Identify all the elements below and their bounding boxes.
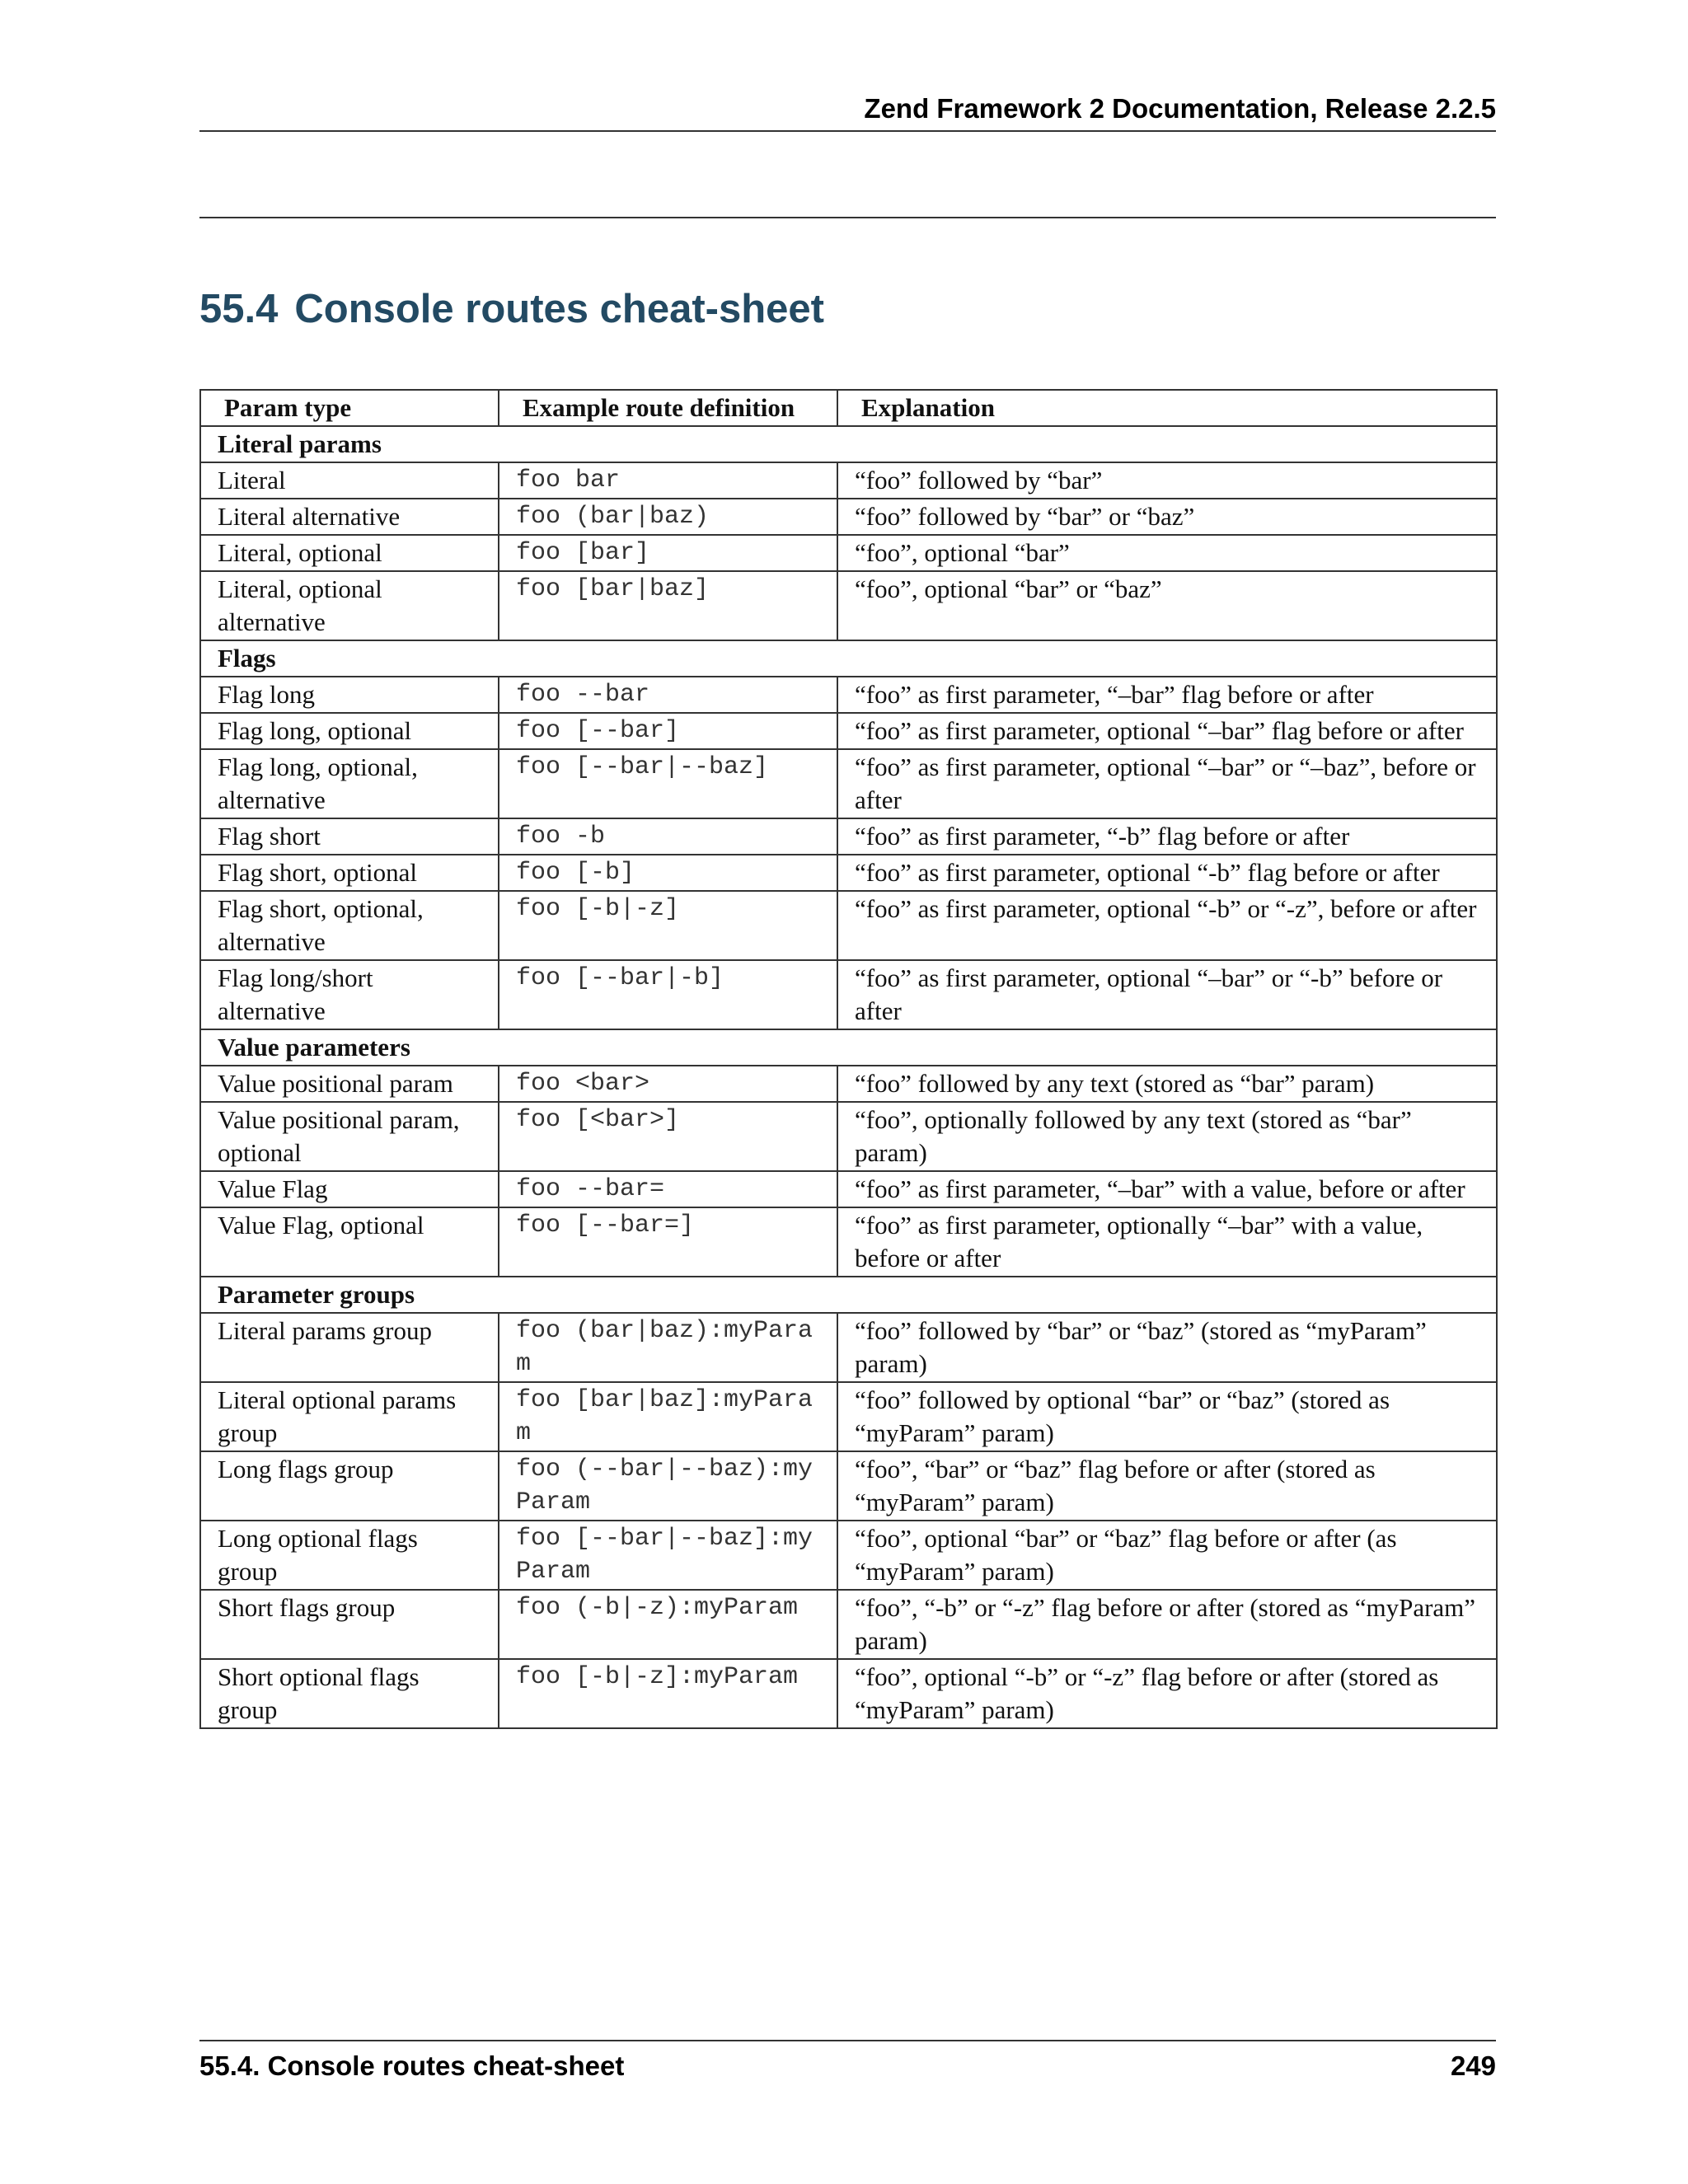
route-definition-cell: foo [--bar=] <box>499 1207 837 1277</box>
explanation-cell: “foo”, optional “-b” or “-z” flag before or after (stored as “myParam” param) <box>837 1659 1497 1728</box>
group-heading: Literal params <box>200 426 1497 462</box>
explanation-cell: “foo” followed by any text (stored as “bar” param) <box>837 1066 1497 1102</box>
table-row <box>200 1451 1497 1521</box>
section-divider <box>199 217 1496 218</box>
page-number: 249 <box>1450 2050 1496 2081</box>
running-footer <box>199 2040 1496 2083</box>
route-definition-cell: foo [bar] <box>499 535 837 571</box>
explanation-cell: “foo”, optional “bar” or “baz” <box>837 571 1497 640</box>
param-type-cell: Flag long/short alternative <box>200 960 499 1029</box>
route-definition-cell: foo bar <box>499 462 837 499</box>
route-definition-cell: foo [--bar|--baz]:myParam <box>499 1521 837 1590</box>
param-type-cell: Literal <box>200 462 499 499</box>
table-row <box>200 1313 1497 1382</box>
footer-section-label: 55.4. Console routes cheat-sheet <box>199 2050 625 2081</box>
table-row <box>200 713 1497 749</box>
explanation-cell: “foo” as first parameter, optionally “–bar” with a value, before or after <box>837 1207 1497 1277</box>
route-definition-cell: foo (bar|baz) <box>499 499 837 535</box>
route-definition-cell: foo (bar|baz):myParam <box>499 1313 837 1382</box>
explanation-cell: “foo”, optional “bar” <box>837 535 1497 571</box>
param-type-cell: Short optional flags group <box>200 1659 499 1728</box>
table-row <box>200 1590 1497 1659</box>
table-row <box>200 1382 1497 1451</box>
table-row <box>200 749 1497 818</box>
group-row <box>200 1277 1497 1313</box>
param-type-cell: Literal, optional <box>200 535 499 571</box>
route-definition-cell: foo [--bar|-b] <box>499 960 837 1029</box>
table-row <box>200 891 1497 960</box>
explanation-cell: “foo” as first parameter, “–bar” with a value, before or after <box>837 1171 1497 1207</box>
param-type-cell: Literal optional params group <box>200 1382 499 1451</box>
param-type-cell: Flag short <box>200 818 499 855</box>
param-type-cell: Value positional param, optional <box>200 1102 499 1171</box>
param-type-cell: Short flags group <box>200 1590 499 1659</box>
route-definition-cell: foo [-b] <box>499 855 837 891</box>
route-definition-cell: foo [bar|baz]:myParam <box>499 1382 837 1451</box>
table-row <box>200 499 1497 535</box>
param-type-cell: Flag short, optional, alternative <box>200 891 499 960</box>
column-header-param-type: Param type <box>200 390 499 426</box>
explanation-cell: “foo” followed by optional “bar” or “baz” (stored as “myParam” param) <box>837 1382 1497 1451</box>
route-definition-cell: foo --bar <box>499 677 837 713</box>
explanation-cell: “foo” followed by “bar” <box>837 462 1497 499</box>
table-row <box>200 462 1497 499</box>
param-type-cell: Long optional flags group <box>200 1521 499 1590</box>
table-row <box>200 1207 1497 1277</box>
section-title-text: Console routes cheat-sheet <box>294 287 824 331</box>
group-row <box>200 426 1497 462</box>
route-definition-cell: foo [-b|-z]:myParam <box>499 1659 837 1728</box>
group-heading: Parameter groups <box>200 1277 1497 1313</box>
group-row <box>200 1029 1497 1066</box>
param-type-cell: Value positional param <box>200 1066 499 1102</box>
route-definition-cell: foo --bar= <box>499 1171 837 1207</box>
table-row <box>200 1171 1497 1207</box>
route-definition-cell: foo [--bar] <box>499 713 837 749</box>
group-heading: Value parameters <box>200 1029 1497 1066</box>
explanation-cell: “foo” as first parameter, “–bar” flag before or after <box>837 677 1497 713</box>
section-title <box>199 284 824 334</box>
param-type-cell: Value Flag, optional <box>200 1207 499 1277</box>
param-type-cell: Flag long <box>200 677 499 713</box>
explanation-cell: “foo” as first parameter, optional “–bar” or “-b” before or after <box>837 960 1497 1029</box>
table-row <box>200 1102 1497 1171</box>
table-header-row <box>200 390 1497 426</box>
table-row <box>200 677 1497 713</box>
column-header-explanation: Explanation <box>837 390 1497 426</box>
param-type-cell: Literal params group <box>200 1313 499 1382</box>
explanation-cell: “foo” as first parameter, “-b” flag before or after <box>837 818 1497 855</box>
running-header: Zend Framework 2 Documentation, Release 2.2.5 <box>199 92 1496 132</box>
param-type-cell: Literal, optional alternative <box>200 571 499 640</box>
route-definition-cell: foo [bar|baz] <box>499 571 837 640</box>
param-type-cell: Flag long, optional <box>200 713 499 749</box>
route-definition-cell: foo [<bar>] <box>499 1102 837 1171</box>
route-definition-cell: foo (--bar|--baz):myParam <box>499 1451 837 1521</box>
route-definition-cell: foo [--bar|--baz] <box>499 749 837 818</box>
cheat-sheet-table <box>199 389 1498 1729</box>
route-definition-cell: foo -b <box>499 818 837 855</box>
param-type-cell: Value Flag <box>200 1171 499 1207</box>
table-row <box>200 960 1497 1029</box>
param-type-cell: Flag short, optional <box>200 855 499 891</box>
explanation-cell: “foo” followed by “bar” or “baz” (stored as “myParam” param) <box>837 1313 1497 1382</box>
explanation-cell: “foo”, optionally followed by any text (stored as “bar” param) <box>837 1102 1497 1171</box>
route-definition-cell: foo (-b|-z):myParam <box>499 1590 837 1659</box>
table-row <box>200 1521 1497 1590</box>
table-row <box>200 1659 1497 1728</box>
section-number: 55.4 <box>199 287 279 331</box>
table-row <box>200 855 1497 891</box>
table-body <box>200 426 1497 1728</box>
table-row <box>200 818 1497 855</box>
group-row <box>200 640 1497 677</box>
explanation-cell: “foo”, “-b” or “-z” flag before or after (stored as “myParam” param) <box>837 1590 1497 1659</box>
explanation-cell: “foo” followed by “bar” or “baz” <box>837 499 1497 535</box>
explanation-cell: “foo”, “bar” or “baz” flag before or after (stored as “myParam” param) <box>837 1451 1497 1521</box>
explanation-cell: “foo” as first parameter, optional “-b” flag before or after <box>837 855 1497 891</box>
route-definition-cell: foo [-b|-z] <box>499 891 837 960</box>
table-row <box>200 1066 1497 1102</box>
table-row <box>200 571 1497 640</box>
param-type-cell: Flag long, optional, alternative <box>200 749 499 818</box>
explanation-cell: “foo” as first parameter, optional “-b” or “-z”, before or after <box>837 891 1497 960</box>
table-row <box>200 535 1497 571</box>
explanation-cell: “foo” as first parameter, optional “–bar” or “–baz”, before or after <box>837 749 1497 818</box>
explanation-cell: “foo” as first parameter, optional “–bar” flag before or after <box>837 713 1497 749</box>
route-definition-cell: foo <bar> <box>499 1066 837 1102</box>
group-heading: Flags <box>200 640 1497 677</box>
column-header-example-route: Example route definition <box>499 390 837 426</box>
param-type-cell: Long flags group <box>200 1451 499 1521</box>
explanation-cell: “foo”, optional “bar” or “baz” flag before or after (as “myParam” param) <box>837 1521 1497 1590</box>
param-type-cell: Literal alternative <box>200 499 499 535</box>
